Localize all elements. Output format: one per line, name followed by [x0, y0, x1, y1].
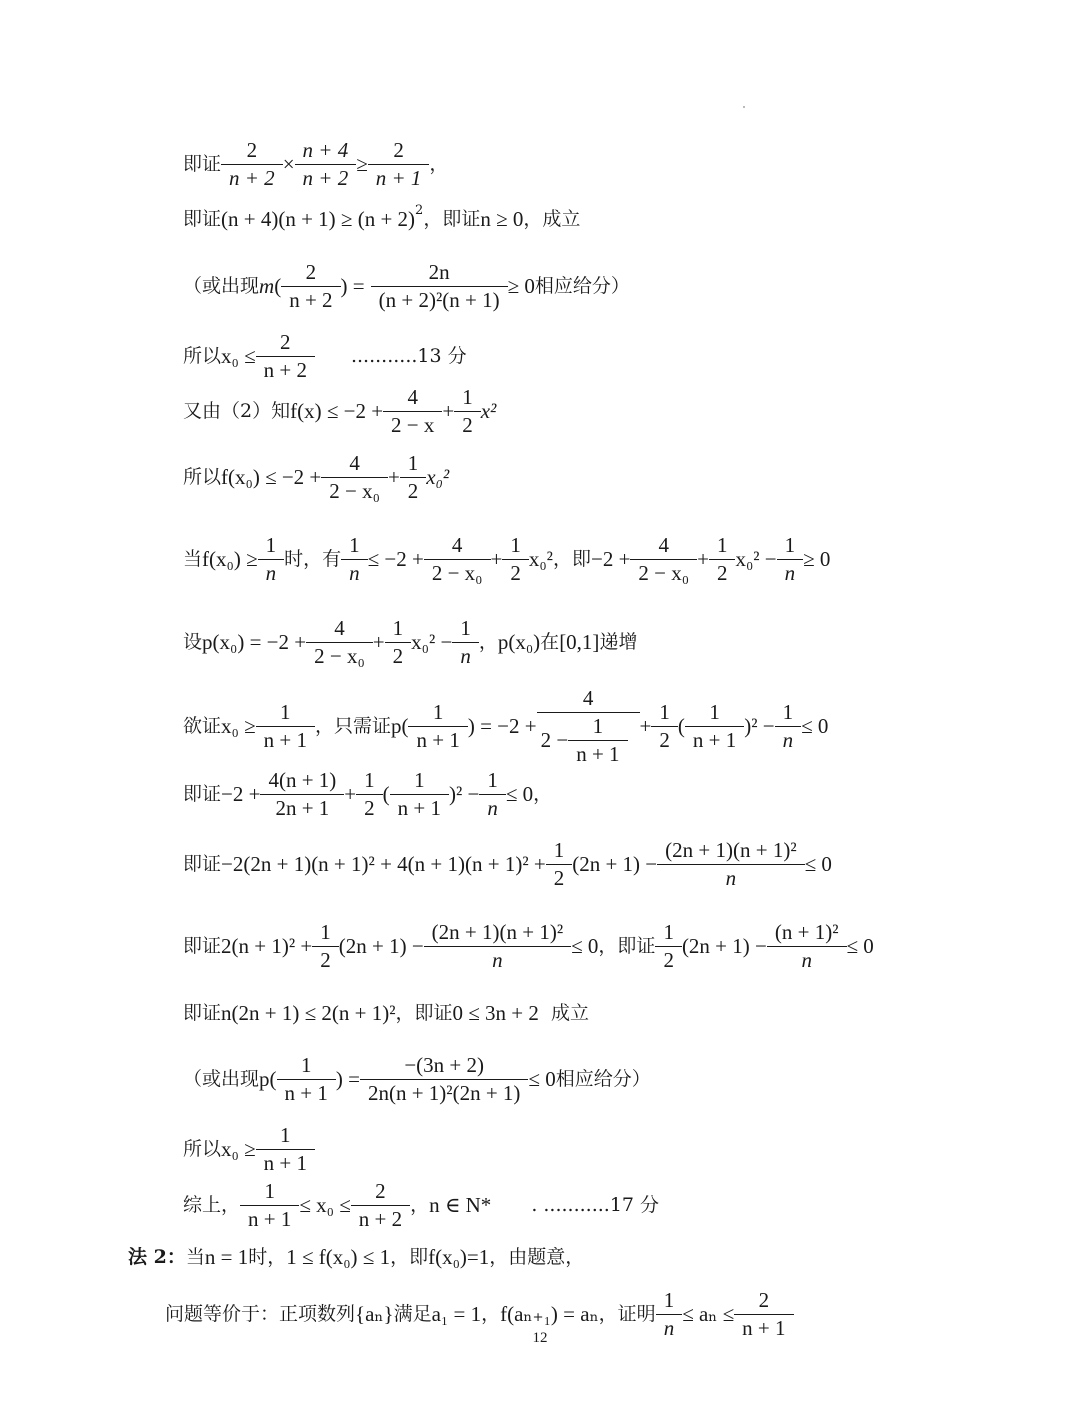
- numerator: 4: [658, 533, 669, 557]
- fraction: [713, 535, 732, 584]
- text: （或出现: [183, 1068, 260, 1090]
- fraction: [364, 1055, 524, 1104]
- denominator: n + 2: [221, 164, 283, 189]
- fraction: [389, 618, 408, 667]
- numerator: 2: [375, 1179, 386, 1203]
- math: f(aₙ₊₁) = aₙ: [500, 1302, 599, 1326]
- denominator: n: [341, 559, 368, 584]
- denominator: n + 1: [734, 1314, 793, 1339]
- fraction: [260, 1125, 311, 1174]
- math: (: [274, 274, 282, 298]
- text: 时，有: [284, 548, 342, 570]
- text: 当: [185, 1246, 205, 1268]
- line-8: [183, 618, 637, 667]
- fraction: [655, 702, 674, 751]
- denominator: n: [424, 946, 571, 971]
- numerator: 1: [659, 700, 670, 724]
- denominator: [537, 712, 640, 765]
- fraction: [281, 1055, 332, 1104]
- fraction: [412, 702, 463, 751]
- numerator: 1: [349, 533, 360, 557]
- numerator: 2n: [428, 260, 450, 284]
- numerator: 1: [553, 838, 565, 862]
- math: 1 ≤ f(x₀) ≤ 1: [286, 1245, 391, 1269]
- math: ≤ aₙ ≤: [682, 1302, 735, 1326]
- line-17: [128, 1247, 584, 1268]
- fraction: [781, 535, 800, 584]
- text: ，即证: [395, 1002, 453, 1024]
- text: ，证明: [598, 1303, 656, 1325]
- nested-fraction: [541, 688, 636, 765]
- fraction: [428, 535, 487, 584]
- numerator: 1: [300, 1053, 312, 1077]
- fraction: [244, 1181, 295, 1230]
- denominator: n + 2: [295, 164, 357, 189]
- fraction: [404, 453, 423, 502]
- numerator: 1: [280, 1123, 291, 1147]
- math: 2 −: [540, 728, 569, 752]
- numerator: 2: [393, 138, 404, 162]
- math: +: [490, 547, 503, 571]
- text: 相应给分）: [555, 1068, 651, 1090]
- fraction: [310, 618, 369, 667]
- denominator: 2 − x₀: [630, 559, 697, 584]
- line-1: [183, 140, 448, 189]
- fraction: [771, 922, 843, 971]
- numerator: 1: [432, 700, 444, 724]
- math: [0,1]: [559, 630, 600, 654]
- line-3: [183, 262, 630, 311]
- denominator: n: [656, 1314, 683, 1339]
- text: 相应给分）: [534, 275, 630, 297]
- math: )² −: [448, 782, 480, 806]
- line-6: [183, 453, 449, 502]
- math: −2 +: [590, 547, 631, 571]
- denominator: n + 2: [256, 356, 315, 381]
- line-7: [183, 535, 830, 584]
- numerator: 4: [334, 616, 345, 640]
- math: a₁ = 1: [431, 1302, 482, 1326]
- math: f(x₀)=1: [428, 1245, 490, 1269]
- denominator: n + 1: [390, 794, 449, 819]
- math: f(x) ≤ −2 +: [290, 399, 384, 423]
- fraction: [483, 770, 502, 819]
- math: ≤ x₀ ≤: [299, 1193, 351, 1217]
- math: ×: [282, 152, 295, 176]
- numerator: 1: [320, 920, 331, 944]
- denominator: n + 2: [351, 1205, 410, 1230]
- denominator: n + 2: [281, 286, 340, 311]
- math: (n + 4)(n + 1) ≥ (n + 2): [221, 207, 416, 231]
- math: x₀ ≤: [221, 344, 256, 368]
- text: ，由题意，: [489, 1246, 585, 1268]
- text: ，即: [390, 1246, 429, 1268]
- line-12: [183, 922, 874, 971]
- math: ≥ 0: [507, 274, 535, 298]
- fraction: [262, 535, 281, 584]
- denominator: n: [777, 559, 804, 584]
- math: p(x₀) = −2 +: [202, 630, 307, 654]
- line-10: [183, 770, 552, 819]
- text: 时，: [248, 1246, 287, 1268]
- text: ，即: [552, 548, 591, 570]
- fraction: [264, 770, 340, 819]
- denominator: 2: [454, 411, 481, 436]
- numerator: (2n + 1)(n + 1)²: [665, 838, 797, 862]
- math: x₀²: [528, 547, 553, 571]
- line-15: [183, 1125, 315, 1174]
- fraction: [372, 140, 426, 189]
- math: +: [697, 547, 709, 571]
- denominator: 2 − x₀: [306, 642, 373, 667]
- text: 即证: [183, 208, 222, 230]
- numerator: 1: [663, 1288, 675, 1312]
- denominator: n + 1: [277, 1079, 336, 1104]
- text: 即证: [183, 1002, 222, 1024]
- fraction: [316, 922, 335, 971]
- fraction: [456, 618, 475, 667]
- fraction: [634, 535, 693, 584]
- text: （或出现: [183, 275, 260, 297]
- exponent: 2: [415, 203, 424, 218]
- math: −2 +: [221, 782, 261, 806]
- denominator: 2: [356, 794, 383, 819]
- math: ≤ −2 +: [367, 547, 424, 571]
- numerator: −(3n + 2): [404, 1053, 485, 1077]
- text: 问题等价于：正项数列: [165, 1303, 356, 1325]
- numerator: 1: [364, 768, 375, 792]
- denominator: n: [657, 864, 804, 889]
- text: ，: [478, 631, 498, 653]
- denominator: n: [767, 946, 847, 971]
- numerator: 4: [582, 686, 594, 710]
- numerator: 1: [510, 533, 521, 557]
- text: 满足: [393, 1303, 432, 1325]
- fraction: [689, 702, 740, 751]
- fraction: [572, 716, 623, 765]
- fraction: [260, 332, 311, 381]
- numerator: 1: [265, 533, 277, 557]
- score-mark: ...........13 分: [350, 345, 467, 367]
- numerator: 2: [280, 330, 291, 354]
- denominator: (n + 2)²(n + 1): [371, 286, 508, 311]
- fraction: [285, 262, 336, 311]
- denominator: n + 1: [408, 726, 467, 751]
- math: ≤ 0: [846, 934, 874, 958]
- text: 欲证: [183, 715, 222, 737]
- fraction: [506, 535, 525, 584]
- line-5: [183, 387, 496, 436]
- text: ，即证: [423, 208, 481, 230]
- denominator: n: [775, 726, 802, 751]
- numerator: 1: [280, 700, 291, 724]
- math: ) =: [340, 274, 365, 298]
- text: 递增: [599, 631, 638, 653]
- fraction: [428, 922, 567, 971]
- text: 当: [183, 548, 203, 570]
- denominator: 2 − x₀: [424, 559, 491, 584]
- fraction: [387, 387, 438, 436]
- numerator: 1: [716, 533, 728, 557]
- line-2: [183, 203, 581, 231]
- math: (2n + 1) −: [681, 934, 767, 958]
- numerator: 2: [305, 260, 317, 284]
- denominator: n + 1: [240, 1205, 299, 1230]
- math: x₀² −: [735, 547, 777, 571]
- math: x₀ ≥: [221, 1137, 256, 1161]
- denominator: n + 1: [368, 164, 430, 189]
- numerator: 4(n + 1): [268, 768, 337, 792]
- fraction: [260, 702, 311, 751]
- math: f(x₀) ≤ −2 +: [221, 465, 322, 489]
- math: +: [344, 782, 357, 806]
- math: (2n + 1) −: [572, 852, 658, 876]
- line-16: [183, 1181, 659, 1230]
- math: p(: [390, 714, 409, 738]
- denominator: 2: [385, 642, 412, 667]
- math: n(2n + 1) ≤ 2(n + 1)²: [221, 1001, 396, 1025]
- math: x₀²: [426, 465, 450, 489]
- text: ，只需证: [314, 715, 391, 737]
- math: (: [382, 782, 390, 806]
- text: 设: [183, 631, 203, 653]
- line-4: [183, 332, 467, 381]
- fraction: [550, 840, 569, 889]
- text: ，: [429, 153, 449, 175]
- math: ≤ 0: [528, 1067, 556, 1091]
- denominator: 2: [400, 477, 427, 502]
- fraction: [661, 840, 800, 889]
- denominator: 2: [312, 946, 339, 971]
- math: (: [677, 714, 685, 738]
- denominator: n + 1: [568, 740, 627, 765]
- math: ≥: [356, 152, 368, 176]
- numerator: 4: [451, 533, 463, 557]
- denominator: 2: [546, 864, 573, 889]
- math: ≥ 0: [803, 547, 831, 571]
- denominator: n: [258, 559, 285, 584]
- text: 在: [540, 631, 560, 653]
- text: 所以: [183, 345, 222, 367]
- math: {aₙ}: [355, 1302, 394, 1326]
- line-14: [183, 1055, 651, 1104]
- denominator: 2n + 1: [260, 794, 344, 819]
- numerator: 1: [709, 700, 720, 724]
- fraction: [225, 140, 279, 189]
- text: ，: [481, 1303, 501, 1325]
- fraction: [779, 702, 798, 751]
- math: +: [442, 399, 455, 423]
- numerator: 4: [349, 451, 360, 475]
- fraction: [375, 262, 504, 311]
- text: 即证: [183, 153, 222, 175]
- text: ，: [533, 783, 553, 805]
- denominator: n: [452, 642, 479, 667]
- numerator: 1: [462, 385, 473, 409]
- speck-mark: [743, 106, 745, 108]
- numerator: 1: [460, 616, 471, 640]
- line-11: [183, 840, 832, 889]
- numerator: 1: [407, 451, 419, 475]
- denominator: n + 1: [256, 1149, 315, 1174]
- fraction: [659, 922, 678, 971]
- fraction: [345, 535, 364, 584]
- math: (2n + 1) −: [338, 934, 424, 958]
- text: ，: [410, 1194, 430, 1216]
- denominator: n + 1: [256, 726, 315, 751]
- denominator: 2: [502, 559, 529, 584]
- text: 综上，: [183, 1194, 241, 1216]
- text: 成立: [538, 1002, 589, 1024]
- numerator: 1: [784, 533, 796, 557]
- math: n = 1: [204, 1245, 249, 1269]
- fraction: [355, 1181, 406, 1230]
- numerator: 1: [663, 920, 674, 944]
- numerator: 1: [592, 714, 604, 738]
- math: ≤ 0: [505, 782, 534, 806]
- fraction: [394, 770, 445, 819]
- fraction: [299, 140, 353, 189]
- text: 即证: [183, 935, 222, 957]
- numerator: 4: [407, 385, 418, 409]
- numerator: 2: [758, 1288, 770, 1312]
- text: 即证: [183, 853, 222, 875]
- math: p(: [259, 1067, 277, 1091]
- fraction: [360, 770, 379, 819]
- math: +: [387, 465, 400, 489]
- numerator: 1: [487, 768, 498, 792]
- score-mark: . ...........17 分: [531, 1194, 660, 1216]
- denominator: 2 − x₀: [321, 477, 388, 502]
- math: +: [372, 630, 385, 654]
- math: ≤ 0: [801, 714, 829, 738]
- math: 2(n + 1)² +: [221, 934, 313, 958]
- numerator: 1: [782, 700, 794, 724]
- math: x₀² −: [411, 630, 453, 654]
- numerator: n + 4: [302, 138, 349, 162]
- math: n ∈ N*: [429, 1193, 492, 1217]
- math: x²: [480, 399, 497, 423]
- math: x₀ ≥: [221, 714, 256, 738]
- math: +: [639, 714, 652, 738]
- numerator: 1: [392, 616, 404, 640]
- text: 即证: [183, 783, 222, 805]
- math: p(x₀): [497, 630, 541, 654]
- denominator: 2: [655, 946, 682, 971]
- numerator: 1: [414, 768, 425, 792]
- page-number: 12: [532, 1330, 548, 1346]
- fraction: [458, 387, 477, 436]
- numerator: 1: [264, 1179, 275, 1203]
- math: n ≥ 0: [480, 207, 524, 231]
- text: ，即证: [598, 935, 656, 957]
- text: 所以: [183, 466, 222, 488]
- numerator: (n + 1)²: [774, 920, 839, 944]
- method-label: 法 2：: [128, 1246, 186, 1268]
- math: −2(2n + 1)(n + 1)² + 4(n + 1)(n + 1)² +: [221, 852, 546, 876]
- denominator: 2: [651, 726, 678, 751]
- math: ) =: [335, 1067, 360, 1091]
- math: ) = −2 +: [467, 714, 537, 738]
- denominator: 2: [709, 559, 736, 584]
- numerator: 2: [246, 138, 258, 162]
- numerator: (2n + 1)(n + 1)²: [431, 920, 564, 944]
- math: )² −: [744, 714, 775, 738]
- math: 0 ≤ 3n + 2: [452, 1001, 539, 1025]
- denominator: 2n(n + 1)²(2n + 1): [360, 1079, 528, 1104]
- denominator: 2 − x: [383, 411, 442, 436]
- text: ，成立: [523, 208, 581, 230]
- denominator: n + 1: [685, 726, 744, 751]
- math: ≤ 0: [571, 934, 599, 958]
- math: f(x₀) ≥: [202, 547, 258, 571]
- math: m: [259, 274, 275, 298]
- line-9: [183, 688, 828, 765]
- denominator: n: [479, 794, 506, 819]
- text: 所以: [183, 1138, 222, 1160]
- text: 又由（2）知: [183, 400, 291, 422]
- line-13: [183, 1003, 589, 1024]
- math: ≤ 0: [804, 852, 832, 876]
- fraction: [325, 453, 384, 502]
